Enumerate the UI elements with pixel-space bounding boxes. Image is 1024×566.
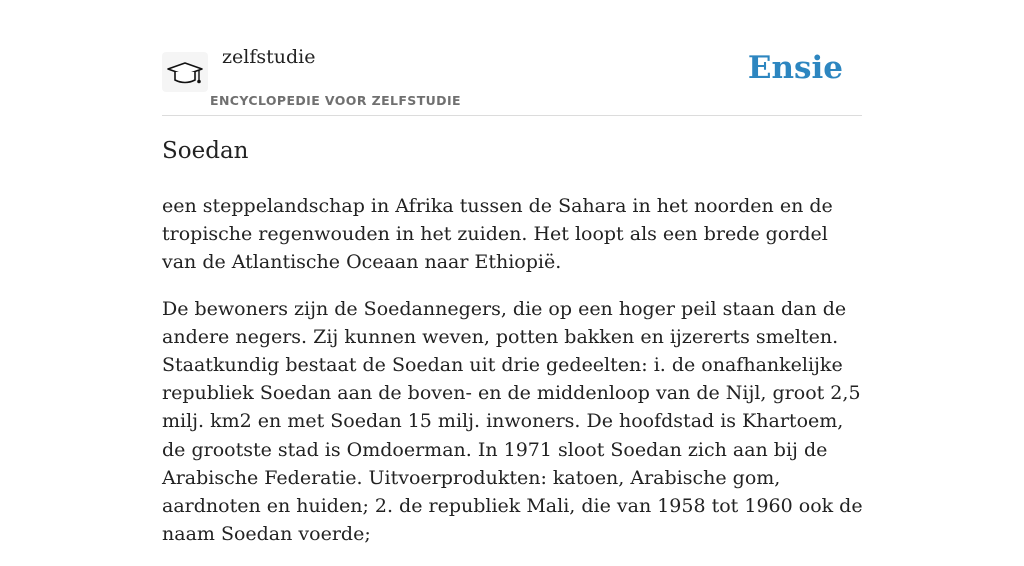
article-paragraph: De bewoners zijn de Soedannegers, die op een hoger peil staan dan de andere negers. Zij kunnen weven, potten bakken en ijzererts smelten. Staatkundig bestaat de Soedan uit drie gedeelten: i. de onafhankelijke republiek Soedan aan de boven- en de middenloop van de Nijl, groot 2,5 milj. km2 en met Soedan 15 milj. inwoners. De hoofdstad is Khartoem, de grootste stad is Omdoerman. In 1971 sloot Soedan zich aan bij de Arabische Federatie. Uitvoerprodukten: katoen, Arabische gom, aardnoten en huiden; 2. de republiek Mali, die van 1958 tot 1960 ook de naam Soedan voerde;	[162, 297, 863, 546]
site-logo[interactable]	[162, 52, 208, 92]
site-name[interactable]: zelfstudie	[222, 46, 316, 68]
site-header	[162, 40, 862, 116]
brand-logo[interactable]: Ensie	[747, 50, 843, 86]
graduation-cap-icon	[166, 56, 204, 88]
site-tagline: ENCYCLOPEDIE VOOR ZELFSTUDIE	[210, 93, 461, 108]
page-title: Soedan	[162, 138, 249, 164]
article-body	[162, 192, 864, 566]
article-paragraph: een steppelandschap in Afrika tussen de Sahara in het noorden en de tropische regenwouden in het zuiden. Het loopt als een brede gordel van de Atlantische Oceaan naar Ethiopië.	[162, 195, 833, 274]
